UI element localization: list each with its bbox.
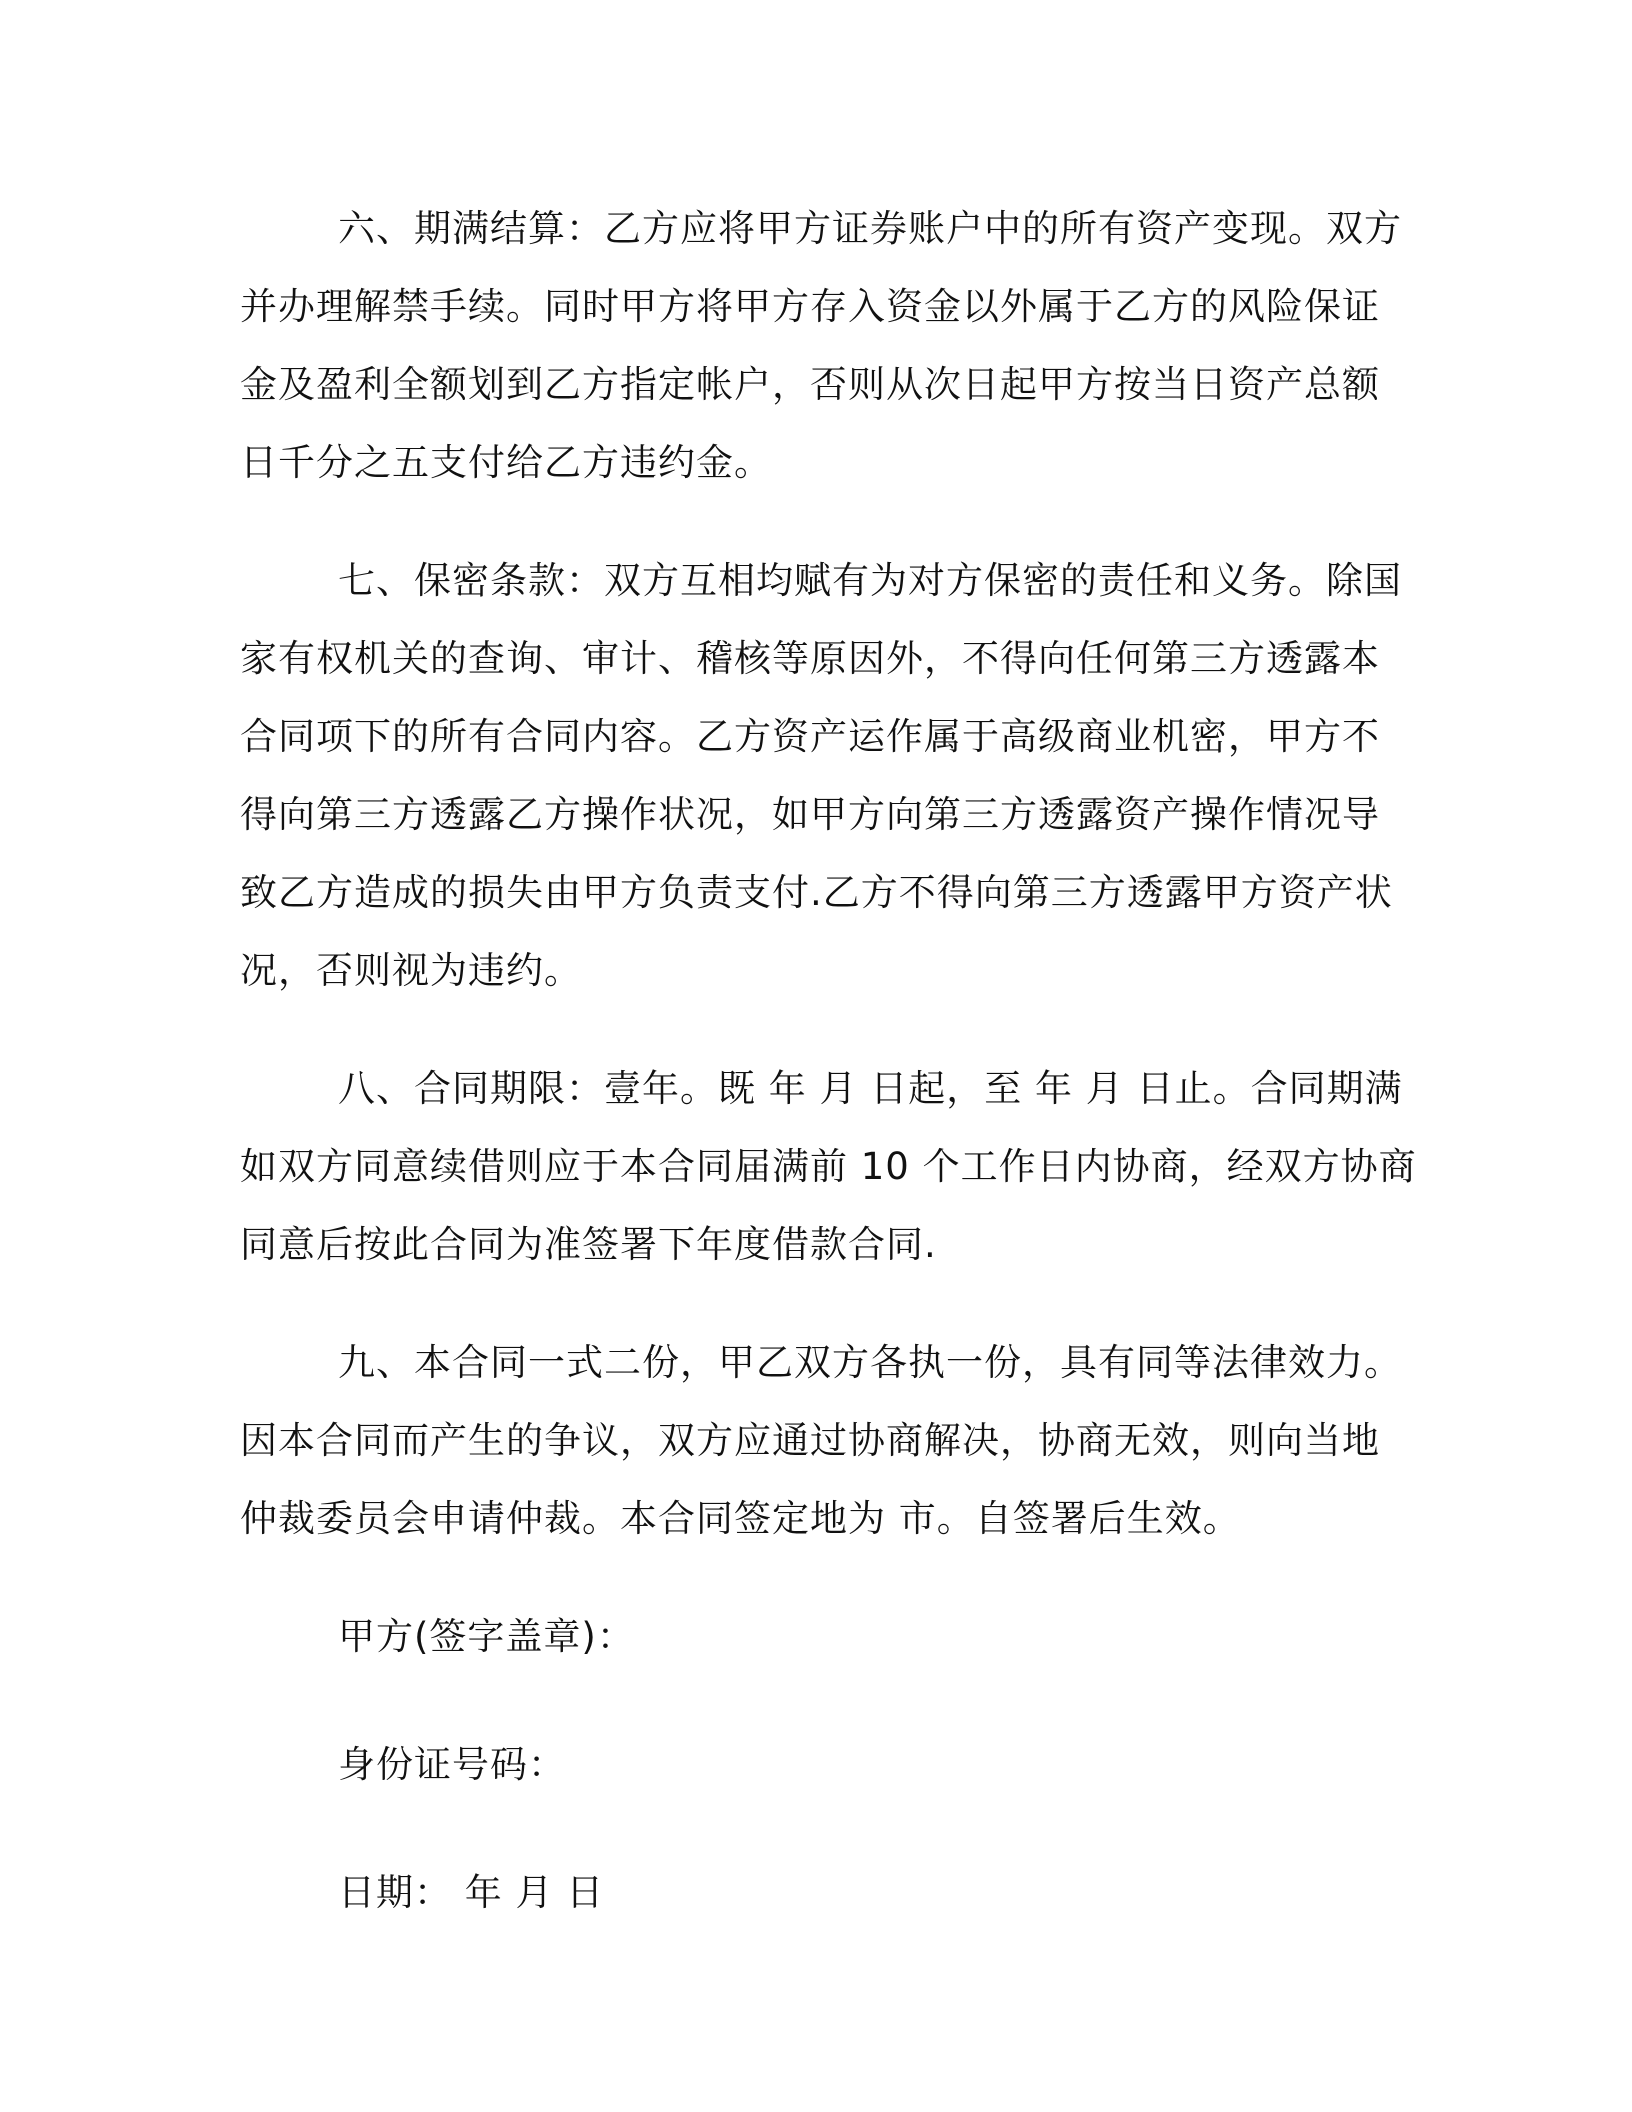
document-page bbox=[240, 190, 1417, 1982]
clause-line: 合同项下的所有合同内容。乙方资产运作属于高级商业机密，甲方不 bbox=[240, 715, 1380, 758]
clause-line: 八、合同期限：壹年。既 年 月 日起，至 年 月 日止。合同期满 bbox=[338, 1067, 1403, 1110]
clause-line: 况，否则视为违约。 bbox=[240, 949, 582, 992]
signature-date: 日期： 年 月 日 bbox=[338, 1871, 605, 1914]
clause-line: 同意后按此合同为准签署下年度借款合同. bbox=[240, 1223, 937, 1266]
signature-id-number: 身份证号码： bbox=[338, 1743, 566, 1786]
clause-7 bbox=[240, 542, 1402, 1010]
signature-party-a: 甲方(签字盖章)： bbox=[338, 1615, 635, 1658]
clause-line: 得向第三方透露乙方操作状况，如甲方向第三方透露资产操作情况导 bbox=[240, 793, 1380, 836]
clause-line: 仲裁委员会申请仲裁。本合同签定地为 市。自签署后生效。 bbox=[240, 1497, 1241, 1540]
clause-line: 日千分之五支付给乙方违约金。 bbox=[240, 441, 772, 484]
clause-line: 六、期满结算：乙方应将甲方证券账户中的所有资产变现。双方 bbox=[338, 207, 1402, 250]
clause-line: 如双方同意续借则应于本合同届满前 10 个工作日内协商，经双方协商 bbox=[240, 1145, 1417, 1188]
clause-line: 并办理解禁手续。同时甲方将甲方存入资金以外属于乙方的风险保证 bbox=[240, 285, 1380, 328]
clause-line: 致乙方造成的损失由甲方负责支付.乙方不得向第三方透露甲方资产状 bbox=[240, 871, 1393, 914]
clause-9 bbox=[240, 1324, 1402, 1558]
clause-6 bbox=[240, 190, 1402, 502]
clause-line: 金及盈利全额划到乙方指定帐户，否则从次日起甲方按当日资产总额 bbox=[240, 363, 1380, 406]
clause-line: 家有权机关的查询、审计、稽核等原因外，不得向任何第三方透露本 bbox=[240, 637, 1380, 680]
clause-line: 九、本合同一式二份，甲乙双方各执一份，具有同等法律效力。 bbox=[338, 1341, 1402, 1384]
clause-8 bbox=[240, 1050, 1417, 1284]
clause-line: 因本合同而产生的争议，双方应通过协商解决，协商无效，则向当地 bbox=[240, 1419, 1380, 1462]
clause-line: 七、保密条款：双方互相均赋有为对方保密的责任和义务。除国 bbox=[338, 559, 1402, 602]
